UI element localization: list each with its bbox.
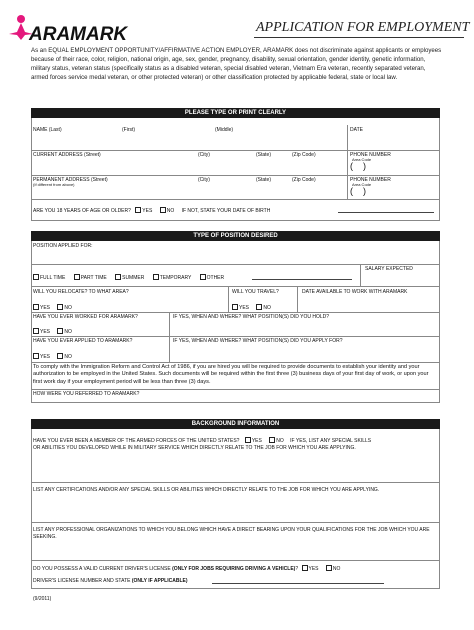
phone-parens-2: ( )	[350, 186, 366, 196]
age-question: ARE YOU 18 YEARS OF AGE OR OLDER? YES NO IF NOT, STATE YOUR DATE OF BIRTH	[33, 208, 271, 214]
temporary-checkbox[interactable]	[153, 274, 159, 280]
license-number-field[interactable]	[212, 583, 384, 584]
zip-label-2: (Zip Code)	[292, 177, 316, 183]
state-label-2: (State)	[256, 177, 272, 183]
area-code-label: Area Code	[352, 157, 372, 162]
referred-label: HOW WERE YOU REFERRED TO ARAMARK?	[33, 391, 140, 397]
brand-wordmark: ARAMARK	[29, 24, 128, 45]
summer-checkbox[interactable]	[115, 274, 121, 280]
orgs-question: LIST ANY PROFESSIONAL ORGANIZATIONS TO WHICH YOU BELONG WHICH HAVE A DIRECT BEARING UPON YOUR QUALIFICATIONS FOR THE JOB WHICH YOU ARE SEEKING.	[33, 527, 430, 540]
zip-label: (Zip Code)	[292, 152, 316, 158]
relocate-options: YES NO	[33, 304, 72, 311]
license-number: DRIVER'S LICENSE NUMBER AND STATE (ONLY IF APPLICABLE)	[33, 578, 188, 584]
armed-question-2: OR ABILITIES YOU DEVELOPED WHILE IN MILITARY SERVICE WHICH DIRECTLY RELATE TO THE JOB FOR WHICH YOU ARE APPLYING.	[33, 445, 356, 451]
phone-parens: ( )	[350, 161, 366, 171]
name-first-label: (First)	[122, 127, 136, 133]
permanent-address-label: PERMANENT ADDRESS (Street)	[33, 177, 108, 183]
applied-for-label: POSITION APPLIED FOR:	[33, 243, 93, 249]
irca-notice: To comply with the Immigration Reform and Control Act of 1986, if you are hired you will be required to provide documents to establish your identity and your authorization to be employed in the United States. Such documents will be required within the first three (3) business days of your first day of work, or upon your first work day if your employment period will be less than three (3) days.	[33, 364, 429, 385]
armed-yes-checkbox[interactable]	[245, 437, 251, 443]
armed-question: HAVE YOU EVER BEEN A MEMBER OF THE ARMED FORCES OF THE UNITED STATES? YES NO IF YES, LIST ANY SPECIAL SKILLS	[33, 438, 372, 444]
name-field[interactable]	[33, 133, 345, 145]
applied-for-field[interactable]	[33, 250, 437, 262]
salary-label: SALARY EXPECTED	[365, 266, 413, 272]
current-address-field[interactable]	[33, 158, 345, 170]
applied-yes-checkbox[interactable]	[33, 353, 39, 359]
state-label: (State)	[256, 152, 272, 158]
travel-no-checkbox[interactable]	[256, 304, 262, 310]
worked-when-label: IF YES, WHEN AND WHERE? WHAT POSITION(S) DID YOU HOLD?	[173, 314, 330, 320]
applied-to-label: HAVE YOU EVER APPLIED TO ARAMARK?	[33, 338, 133, 344]
relocate-label: WILL YOU RELOCATE? TO WHAT AREA?	[33, 289, 129, 295]
aramark-logo	[7, 12, 137, 46]
license-question: DO YOU POSSESS A VALID CURRENT DRIVER'S LICENSE (ONLY FOR JOBS REQUIRING DRIVING A VEHICLE)? YES NO	[33, 566, 341, 572]
age-yes-checkbox[interactable]	[135, 207, 141, 213]
applied-no-checkbox[interactable]	[57, 353, 63, 359]
phone-label-2: PHONE NUMBER	[350, 177, 391, 183]
age-no-checkbox[interactable]	[160, 207, 166, 213]
area-code-label-2: Area Code	[352, 182, 372, 187]
travel-label: WILL YOU TRAVEL?	[232, 289, 279, 295]
other-checkbox[interactable]	[200, 274, 206, 280]
if-different-label: (If different from above)	[33, 182, 75, 187]
applied-when-label: IF YES, WHEN AND WHERE? WHAT POSITION(S) DID YOU APPLY FOR?	[173, 338, 343, 344]
worked-for-label: HAVE YOU EVER WORKED FOR ARAMARK?	[33, 314, 138, 320]
full-time-checkbox[interactable]	[33, 274, 39, 280]
city-label: (City)	[198, 152, 210, 158]
title-rule	[254, 37, 464, 38]
current-address-label: CURRENT ADDRESS (Street)	[33, 152, 101, 158]
date-available-label: DATE AVAILABLE TO WORK WITH ARAMARK	[302, 289, 408, 295]
part-time-checkbox[interactable]	[74, 274, 80, 280]
background-bar: BACKGROUND INFORMATION	[31, 419, 440, 429]
license-yes-checkbox[interactable]	[302, 565, 308, 571]
name-last-label: NAME (Last)	[33, 127, 62, 133]
orgs-field[interactable]	[33, 542, 437, 558]
personal-bar: PLEASE TYPE OR PRINT CLEARLY	[31, 108, 440, 118]
other-field[interactable]	[252, 279, 352, 280]
page-title: APPLICATION FOR EMPLOYMENT	[256, 20, 470, 35]
revision-date: (9/2011)	[33, 596, 52, 602]
position-bar: TYPE OF POSITION DESIRED	[31, 231, 440, 241]
phone-label: PHONE NUMBER	[350, 152, 391, 158]
relocate-yes-checkbox[interactable]	[33, 304, 39, 310]
relocate-no-checkbox[interactable]	[57, 304, 63, 310]
applied-options: YES NO	[33, 353, 72, 360]
license-no-checkbox[interactable]	[326, 565, 332, 571]
date-field[interactable]	[350, 133, 438, 145]
travel-yes-checkbox[interactable]	[232, 304, 238, 310]
position-types: FULL TIME PART TIME SUMMER TEMPORARY OTHER	[33, 274, 224, 281]
name-middle-label: (Middle)	[215, 127, 234, 133]
date-label: DATE	[350, 127, 363, 133]
travel-options: YES NO	[232, 304, 271, 311]
dob-field[interactable]	[338, 212, 434, 213]
eeo-statement: As an EQUAL EMPLOYMENT OPPORTUNITY/AFFIRMATIVE ACTION EMPLOYER, ARAMARK does not discriminate against applicants or employees because of their race, color, religion, national origin, age, sex, gender, pregnancy, disability, sexual orientation, gender identity, genetic information, military status, veteran status (specifically status as a disabled veteran, special disabled veteran, Vietnam Era veteran, recently separated veteran, armed forces service medal veteran, or other protected veteran) or other classification protected by applicable federal, state or local law.	[31, 47, 442, 81]
certs-question: LIST ANY CERTIFICATIONS AND/OR ANY SPECIAL SKILLS OR ABILITIES WHICH DIRECTLY RELATE TO THE JOB FOR WHICH YOU ARE APPLYING.	[33, 487, 380, 493]
worked-options: YES NO	[33, 328, 72, 335]
worked-yes-checkbox[interactable]	[33, 328, 39, 334]
armed-no-checkbox[interactable]	[269, 437, 275, 443]
armed-skills-field[interactable]	[33, 452, 437, 478]
worked-no-checkbox[interactable]	[57, 328, 63, 334]
city-label-2: (City)	[198, 177, 210, 183]
certs-field[interactable]	[33, 502, 437, 520]
